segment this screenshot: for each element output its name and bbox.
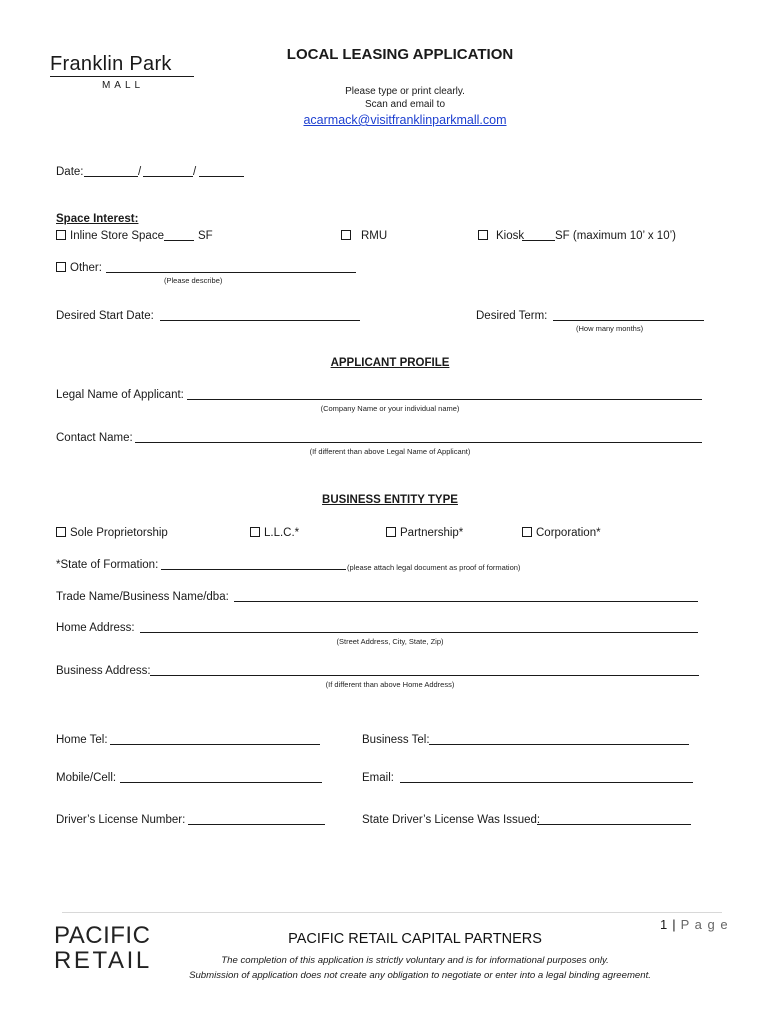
applicant-profile-heading: APPLICANT PROFILE	[330, 357, 450, 369]
footer-note-2: Submission of application does not create any obligation to negotiate or enter into a legal binding agreement.	[189, 970, 651, 981]
home-address-field[interactable]	[140, 632, 698, 633]
other-option[interactable]: Other:	[56, 261, 102, 275]
date-day-field[interactable]	[143, 176, 193, 177]
other-hint: (Please describe)	[164, 276, 223, 285]
sole-prop-option[interactable]: Sole Proprietorship	[56, 526, 168, 540]
date-year-field[interactable]	[199, 176, 244, 177]
pacific-retail-logo: PACIFIC RETAIL	[54, 922, 152, 974]
state-formation-field[interactable]	[161, 569, 346, 570]
form-title: LOCAL LEASING APPLICATION	[286, 46, 514, 63]
legal-name-label: Legal Name of Applicant:	[56, 389, 184, 401]
date-label: Date:	[56, 166, 84, 178]
dl-number-field[interactable]	[188, 824, 325, 825]
start-date-field[interactable]	[160, 320, 360, 321]
instruction-line-2: Scan and email to	[364, 99, 446, 110]
inline-store-sf-field[interactable]	[164, 240, 194, 241]
business-tel-label: Business Tel:	[362, 734, 430, 746]
home-address-hint: (Street Address, City, State, Zip)	[336, 637, 444, 646]
rmu-option[interactable]: RMU	[341, 229, 387, 243]
sole-prop-checkbox[interactable]	[56, 527, 66, 537]
home-tel-label: Home Tel:	[56, 734, 108, 746]
dl-state-label: State Driver’s License Was Issued:	[362, 814, 541, 826]
term-label: Desired Term:	[476, 310, 548, 322]
business-address-field[interactable]	[150, 675, 699, 676]
logo-name: Franklin Park	[50, 53, 172, 75]
franklin-park-logo	[50, 52, 196, 91]
state-formation-hint: (please attach legal document as proof of formation)	[347, 563, 521, 572]
company-name: PACIFIC RETAIL CAPITAL PARTNERS	[288, 931, 542, 947]
start-date-label: Desired Start Date:	[56, 310, 154, 322]
kiosk-sf-unit: SF (maximum 10’ x 10’)	[555, 230, 676, 242]
logo-sub: MALL	[101, 80, 145, 91]
entity-type-heading: BUSINESS ENTITY TYPE	[322, 494, 458, 506]
partnership-option[interactable]: Partnership*	[386, 526, 463, 540]
contact-name-hint: (If different than above Legal Name of Applicant)	[309, 447, 471, 456]
kiosk-checkbox[interactable]	[478, 230, 488, 240]
business-tel-field[interactable]	[429, 744, 689, 745]
legal-name-hint: (Company Name or your individual name)	[320, 404, 460, 413]
term-field[interactable]	[553, 320, 704, 321]
mobile-field[interactable]	[120, 782, 322, 783]
inline-store-option[interactable]: Inline Store Space	[56, 229, 164, 243]
page-number: 1 | P a g e	[660, 917, 729, 932]
state-formation-label: *State of Formation:	[56, 559, 159, 571]
mobile-label: Mobile/Cell:	[56, 772, 117, 784]
instruction-line-1: Please type or print clearly.	[345, 86, 465, 97]
corporation-checkbox[interactable]	[522, 527, 532, 537]
inline-store-checkbox[interactable]	[56, 230, 66, 240]
contact-email-link[interactable]: acarmack@visitfranklinparkmall.com	[303, 113, 507, 127]
term-hint: (How many months)	[576, 324, 644, 333]
llc-checkbox[interactable]	[250, 527, 260, 537]
dl-state-field[interactable]	[537, 824, 691, 825]
footer-note-1: The completion of this application is strictly voluntary and is for informational purposes only.	[221, 955, 609, 966]
business-address-label: Business Address:	[56, 665, 151, 677]
home-address-label: Home Address:	[56, 622, 135, 634]
trade-name-field[interactable]	[234, 601, 698, 602]
corporation-option[interactable]: Corporation*	[522, 526, 601, 540]
home-tel-field[interactable]	[110, 744, 320, 745]
other-checkbox[interactable]	[56, 262, 66, 272]
email-label: Email:	[362, 772, 394, 784]
llc-option[interactable]: L.L.C.*	[250, 526, 299, 540]
other-description-field[interactable]	[106, 272, 356, 273]
kiosk-sf-field[interactable]	[522, 240, 555, 241]
partnership-checkbox[interactable]	[386, 527, 396, 537]
dl-number-label: Driver’s License Number:	[56, 814, 186, 826]
date-sep-1: /	[138, 166, 142, 178]
space-interest-heading: Space Interest:	[56, 213, 139, 225]
trade-name-label: Trade Name/Business Name/dba:	[56, 591, 229, 603]
date-month-field[interactable]	[84, 176, 138, 177]
rmu-checkbox[interactable]	[341, 230, 351, 240]
inline-store-sf-unit: SF	[198, 230, 213, 242]
footer-divider	[62, 912, 722, 913]
contact-name-label: Contact Name:	[56, 432, 133, 444]
email-field[interactable]	[400, 782, 693, 783]
legal-name-field[interactable]	[187, 399, 702, 400]
contact-name-field[interactable]	[135, 442, 702, 443]
business-address-hint: (If different than above Home Address)	[325, 680, 455, 689]
kiosk-option[interactable]: Kiosk	[478, 229, 524, 243]
date-sep-2: /	[193, 166, 197, 178]
